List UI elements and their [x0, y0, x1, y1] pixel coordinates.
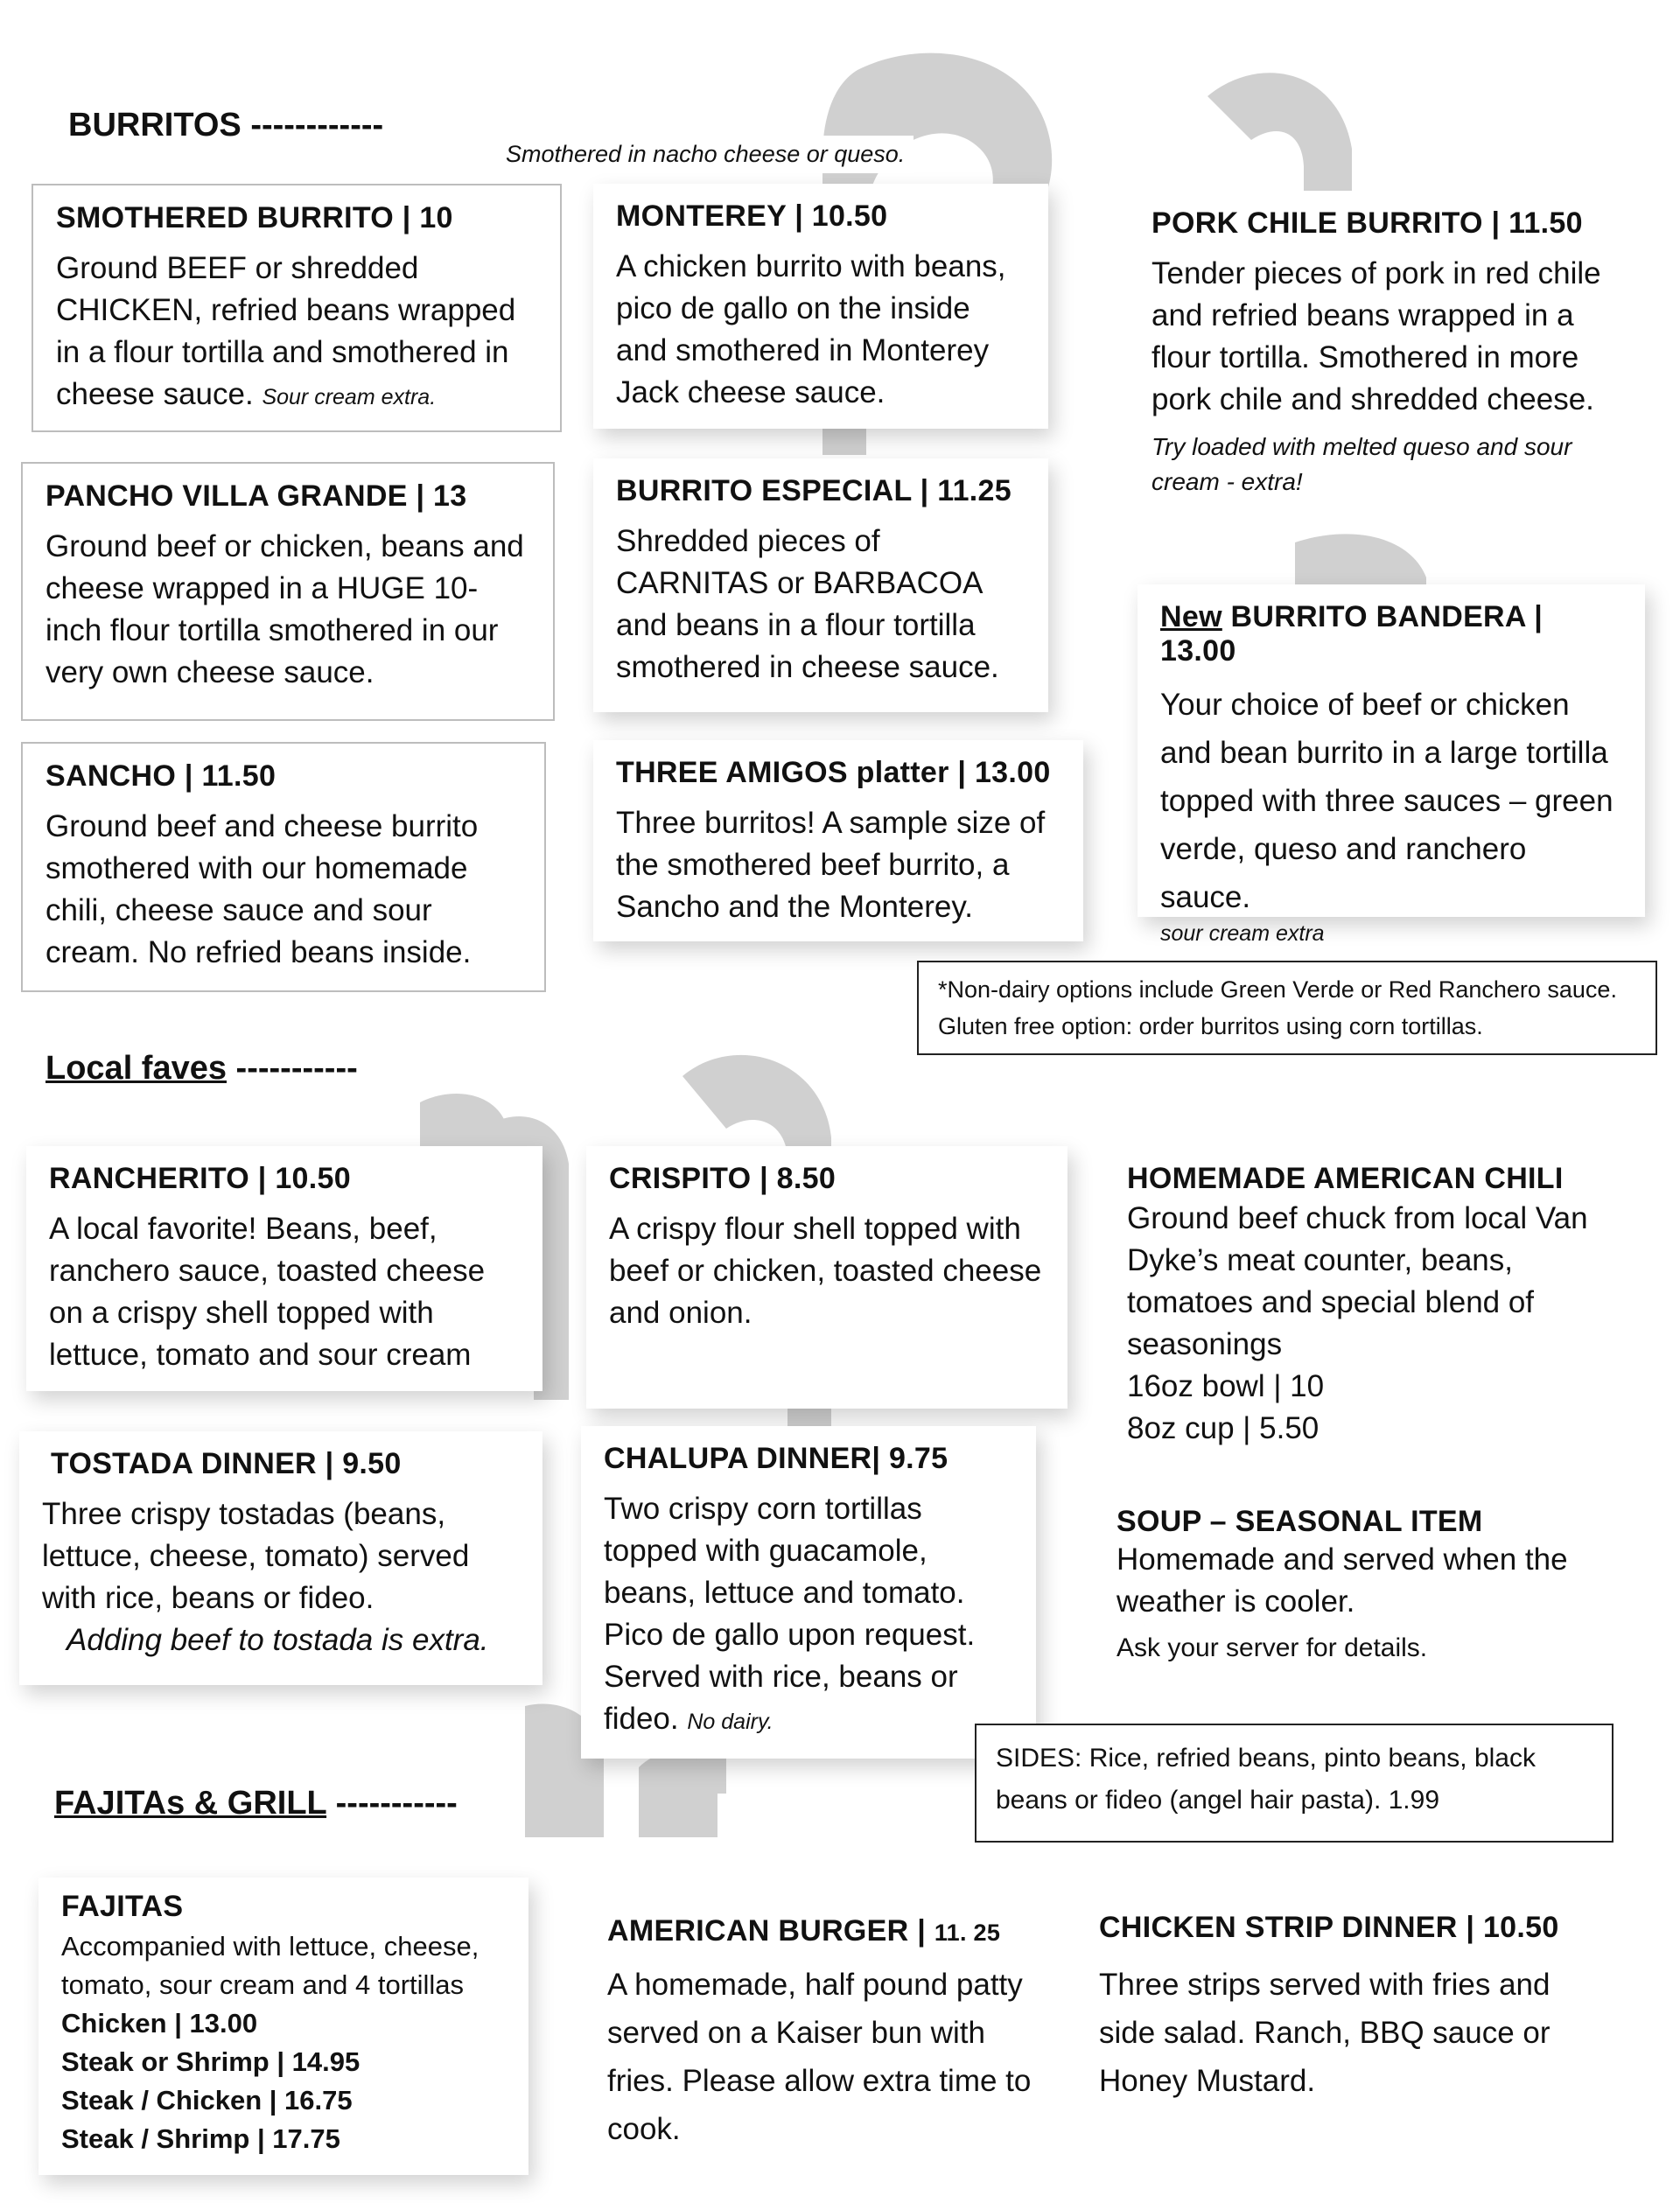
menu-item-pork-chile-burrito: [1129, 191, 1636, 523]
item-title: MONTEREY | 10.50: [616, 199, 888, 233]
item-note: Sour cream extra.: [262, 385, 437, 409]
item-desc: Three strips served with fries and side salad. Ranch, BBQ sauce or Honey Mustard.: [1099, 1968, 1550, 2098]
item-title: CHICKEN STRIP DINNER | 10.50: [1099, 1911, 1559, 1944]
item-title: AMERICAN BURGER | 11. 25: [607, 1914, 1001, 1948]
item-title: PORK CHILE BURRITO | 11.50: [1152, 206, 1583, 240]
menu-item-chicken-strip-dinner: [1076, 1895, 1636, 2123]
item-title: PANCHO VILLA GRANDE | 13: [46, 479, 467, 513]
nondairy-note: *Non-dairy options include Green Verde or Red Ranchero sauce.: [938, 976, 1617, 1003]
price-steak-chicken: Steak / Chicken | 16.75: [61, 2085, 353, 2116]
menu-item-tostada-dinner: [19, 1431, 542, 1685]
menu-item-crispito: [586, 1146, 1068, 1409]
menu-item-chalupa-dinner: [581, 1426, 1036, 1759]
price-steak-or-shrimp: Steak or Shrimp | 14.95: [61, 2046, 360, 2077]
dietary-note: [917, 961, 1657, 1055]
item-title: BURRITO ESPECIAL | 11.25: [616, 474, 1012, 507]
item-desc: Three crispy tostadas (beans, lettuce, cheese, tomato) served with rice, beans or fideo.: [42, 1497, 470, 1615]
item-note: Try loaded with melted queso and sour cream - extra!: [1152, 433, 1572, 495]
sides-box: [975, 1724, 1614, 1843]
burritos-subheading: Smothered in nacho cheese or queso.: [497, 136, 914, 173]
item-desc: A homemade, half pound patty served on a Kaiser bun with fries. Please allow extra time to cook.: [607, 1968, 1032, 2146]
menu-item-three-amigos: [593, 740, 1083, 941]
item-title: FAJITAS: [61, 1890, 184, 1923]
menu-item-monterey: [593, 184, 1048, 429]
item-desc: A chicken burrito with beans, pico de gallo on the inside and smothered in Monterey Jack cheese sauce.: [616, 249, 1006, 409]
menu-item-rancherito: [26, 1146, 542, 1391]
item-title: New BURRITO BANDERA | 13.00: [1160, 600, 1544, 668]
item-title: SOUP – SEASONAL ITEM: [1116, 1505, 1483, 1538]
item-desc: Three burritos! A sample size of the smothered beef burrito, a Sancho and the Monterey.: [616, 806, 1046, 924]
local-faves-heading: Local faves -----------: [38, 1046, 365, 1091]
item-note: Adding beef to tostada is extra.: [66, 1623, 489, 1657]
menu-item-burrito-bandera: [1138, 584, 1645, 946]
menu-item-fajitas: [38, 1878, 528, 2175]
price-chicken: Chicken | 13.00: [61, 2008, 258, 2039]
item-desc: Homemade and served when the weather is cooler.: [1116, 1542, 1568, 1619]
menu-item-soup-seasonal: [1094, 1500, 1628, 1701]
item-title: CHALUPA DINNER| 9.75: [604, 1442, 948, 1475]
menu-item-smothered-burrito: [32, 184, 562, 432]
item-title: SANCHO | 11.50: [46, 759, 276, 793]
item-note: sour cream extra: [1160, 921, 1325, 946]
item-desc: Tender pieces of pork in red chile and refried beans wrapped in a flour tortilla. Smothered in more pork chile and shredded cheese.: [1152, 256, 1601, 416]
item-desc: Ground beef chuck from local Van Dyke’s meat counter, beans, tomatoes and special blend of seasonings: [1127, 1201, 1588, 1361]
burritos-heading: BURRITOS ------------: [61, 103, 390, 148]
item-price-bowl: 16oz bowl | 10: [1127, 1369, 1325, 1403]
item-desc: Ground beef and cheese burrito smothered with our homemade chili, cheese sauce and sour cream. No refried beans inside.: [46, 809, 479, 969]
price-steak-shrimp: Steak / Shrimp | 17.75: [61, 2123, 340, 2154]
item-desc: Two crispy corn tortillas topped with guacamole, beans, lettuce and tomato. Pico de gallo upon request. Served with rice, beans or fideo. No dairy.: [604, 1492, 976, 1736]
item-title: SMOTHERED BURRITO | 10: [56, 201, 453, 234]
item-desc: A local favorite! Beans, beef, ranchero sauce, toasted cheese on a crispy shell topped with lettuce, tomato and sour cream: [49, 1212, 486, 1372]
item-note: Ask your server for details.: [1116, 1633, 1428, 1662]
item-title: RANCHERITO | 10.50: [49, 1162, 351, 1195]
item-title: CRISPITO | 8.50: [609, 1162, 836, 1195]
new-badge: New: [1160, 600, 1222, 633]
sides-text: SIDES: Rice, refried beans, pinto beans, black beans or fideo (angel hair pasta). 1.99: [996, 1744, 1536, 1815]
menu-item-burrito-especial: [593, 458, 1048, 712]
item-desc: Ground beef or chicken, beans and cheese wrapped in a HUGE 10-inch flour tortilla smothered in our very own cheese sauce.: [46, 529, 524, 689]
item-desc: A crispy flour shell topped with beef or chicken, toasted cheese and onion.: [609, 1212, 1042, 1330]
item-price-cup: 8oz cup | 5.50: [1127, 1411, 1320, 1445]
item-desc: Your choice of beef or chicken and bean burrito in a large tortilla topped with three sauces – green verde, queso and ranchero sauce.: [1160, 688, 1614, 914]
menu-item-pancho-villa-grande: [21, 462, 555, 721]
menu-item-american-burger: [584, 1899, 1057, 2179]
item-note: No dairy.: [687, 1710, 774, 1734]
item-desc: Accompanied with lettuce, cheese, tomato, sour cream and 4 tortillas: [61, 1931, 480, 2000]
item-title: HOMEMADE AMERICAN CHILI: [1127, 1162, 1564, 1195]
menu-item-sancho: [21, 742, 546, 992]
item-desc: Shredded pieces of CARNITAS or BARBACOA and beans in a flour tortilla smothered in cheese sauce.: [616, 524, 999, 684]
item-desc: Ground BEEF or shredded CHICKEN, refried beans wrapped in a flour tortilla and smothered in cheese sauce. Sour cream extra.: [56, 251, 516, 411]
fajitas-grill-heading: FAJITAs & GRILL -----------: [47, 1781, 465, 1826]
item-title: TOSTADA DINNER | 9.50: [51, 1447, 402, 1480]
gluten-free-note: Gluten free option: order burritos using corn tortillas.: [938, 1013, 1483, 1039]
menu-item-homemade-chili: [1104, 1151, 1638, 1468]
item-title: THREE AMIGOS platter | 13.00: [616, 756, 1051, 789]
